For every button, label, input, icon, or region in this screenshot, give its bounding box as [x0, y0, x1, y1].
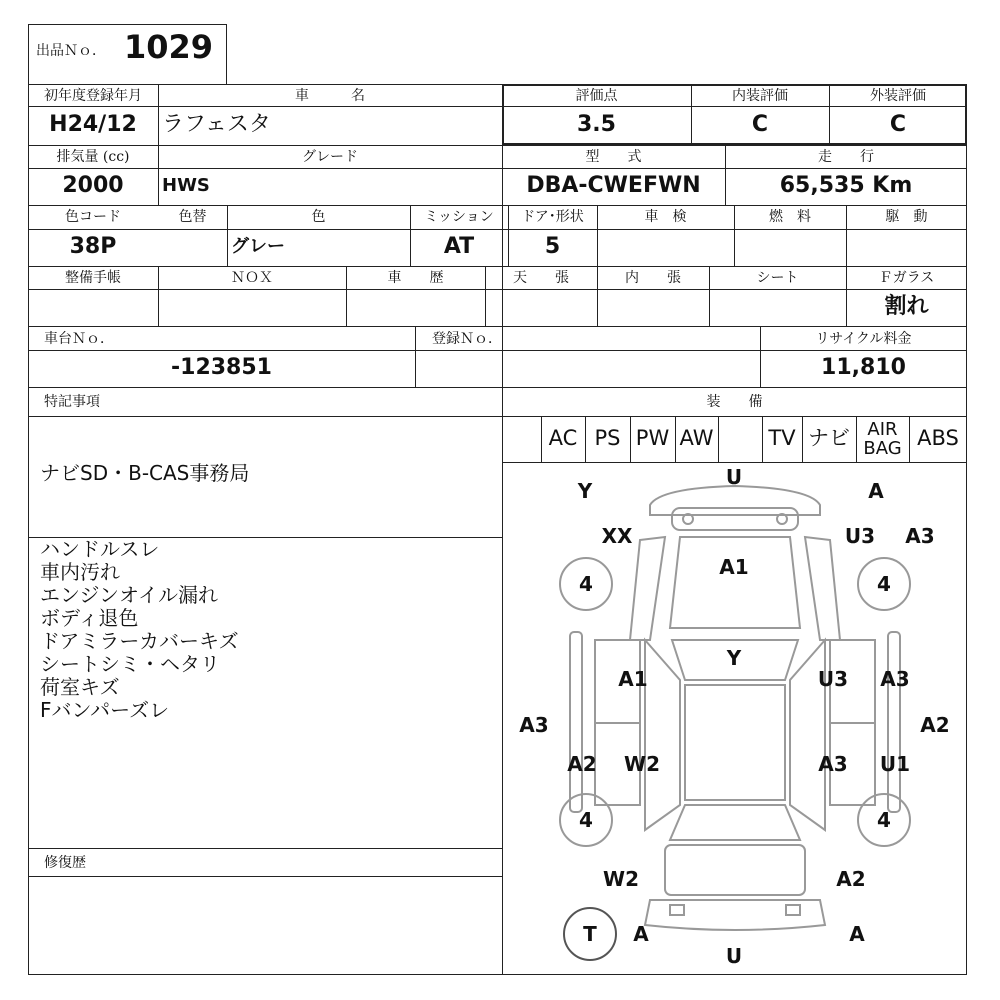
- list-item: Fバンパーズレ: [40, 698, 170, 722]
- damage-mark: U1: [879, 752, 911, 776]
- damage-mark: A1: [618, 667, 648, 691]
- equipment-label: 装 備: [706, 394, 763, 410]
- damage-mark: A2: [567, 752, 597, 776]
- car-body-diagram: [502, 462, 966, 974]
- damage-mark: A3: [905, 524, 935, 548]
- damage-mark: A3: [880, 667, 910, 691]
- list-item: ハンドルスレ: [40, 537, 160, 561]
- tire-mark: 4: [579, 808, 593, 832]
- model-label: 型 式: [585, 149, 642, 165]
- damage-mark: W2: [624, 752, 660, 776]
- rule-h: [28, 416, 967, 417]
- mission: AT: [443, 234, 475, 259]
- drive-label: 駆 動: [885, 209, 928, 225]
- fuel: [734, 229, 846, 265]
- damage-mark: A1: [719, 555, 749, 579]
- first-reg-label: 初年度登録年月: [44, 88, 142, 104]
- spare-tire-mark: T: [583, 922, 597, 946]
- interior-label: 内装評価: [732, 88, 788, 104]
- score-label: 評価点: [575, 88, 618, 104]
- model: DBA-CWEFWN: [526, 173, 701, 198]
- list-item: 荷室キズ: [40, 675, 120, 699]
- drive: [846, 229, 967, 265]
- rule-h: [28, 326, 967, 327]
- damage-mark: U3: [844, 524, 876, 548]
- inspection-label: 車 検: [644, 209, 687, 225]
- equipment-tv: TV: [768, 426, 796, 450]
- equipment-blank: [502, 418, 541, 462]
- equipment-navi: ナビ: [808, 426, 850, 450]
- reg-number: [415, 350, 760, 386]
- car-name-label: 車 名: [295, 88, 365, 104]
- nox: [158, 289, 346, 325]
- damage-mark: XX: [601, 524, 633, 548]
- tire-mark: 4: [877, 808, 891, 832]
- damage-mark: A: [849, 922, 865, 946]
- notes-label: 特記事項: [44, 394, 100, 410]
- tire-mark: 4: [579, 572, 593, 596]
- tire-mark: 4: [877, 572, 891, 596]
- repair-label: 修復歴: [44, 855, 86, 871]
- interior-score: C: [751, 112, 769, 137]
- grade: HWS: [162, 175, 210, 196]
- equipment-blank: [718, 418, 762, 462]
- damage-mark: W2: [603, 867, 639, 891]
- roof-label: 天 張: [513, 270, 569, 286]
- color-code: 38P: [69, 234, 117, 259]
- list-item: ボディ退色: [40, 606, 139, 630]
- first-reg: H24/12: [49, 112, 137, 137]
- equipment-pw: PW: [635, 426, 670, 450]
- color-label: 色: [311, 209, 326, 225]
- notes-main: ナビSD・B-CAS事務局: [40, 461, 250, 485]
- roof: [485, 289, 597, 325]
- color: グレー: [231, 236, 285, 257]
- damage-mark: A3: [818, 752, 848, 776]
- equipment-airbag: AIR BAG: [863, 419, 902, 459]
- mission-label: ミッション: [424, 209, 494, 225]
- rule-h: [28, 387, 967, 388]
- chassis-label: 車台Ｎｏ．: [44, 331, 114, 347]
- notes-list: [40, 538, 239, 722]
- lot-number: 1029: [124, 28, 214, 66]
- damage-mark: A: [868, 479, 884, 503]
- equipment-ac: AC: [548, 426, 578, 450]
- seat: [709, 289, 846, 325]
- displacement: 2000: [62, 173, 124, 198]
- mileage: 65,535 Km: [779, 173, 913, 198]
- fglass: 割れ: [884, 294, 929, 319]
- interior-trim: [597, 289, 709, 325]
- chassis-number: -123851: [171, 355, 272, 380]
- damage-mark: Y: [577, 479, 593, 503]
- car-name: ラフェスタ: [162, 112, 271, 137]
- door-label: ドア･形状: [521, 209, 584, 225]
- damage-mark: A2: [836, 867, 866, 891]
- list-item: 車内汚れ: [40, 560, 120, 584]
- mileage-label: 走 行: [818, 149, 874, 165]
- reg-no-label: 登録Ｎｏ．: [432, 331, 502, 347]
- rule-h: [28, 876, 502, 877]
- damage-mark: A: [633, 922, 649, 946]
- equipment-abs: ABS: [917, 426, 959, 450]
- displacement-label: 排気量 (cc): [56, 149, 130, 165]
- manual-label: 整備手帳: [65, 270, 121, 286]
- history: [346, 289, 485, 325]
- list-item: シートシミ・ヘタリ: [40, 652, 220, 676]
- damage-mark: U: [725, 944, 743, 968]
- lot-number-label: 出品Ｎｏ．: [36, 43, 106, 59]
- grade-label: グレード: [302, 149, 358, 165]
- damage-mark: U: [725, 465, 743, 489]
- recycle-fee: 11,810: [821, 355, 906, 380]
- nox-label: ＮＯＸ: [231, 270, 273, 286]
- color-code-label: 色コード: [65, 209, 121, 225]
- damage-mark: Y: [726, 646, 742, 670]
- recycle-label: リサイクル料金: [815, 331, 912, 347]
- score: 3.5: [577, 112, 616, 137]
- list-item: ドアミラーカバーキズ: [40, 629, 239, 653]
- fglass-label: Ｆガラス: [878, 270, 935, 286]
- manual: [28, 289, 158, 325]
- damage-mark: U3: [817, 667, 849, 691]
- inspection: [597, 229, 734, 265]
- exterior-score: C: [889, 112, 907, 137]
- list-item: エンジンオイル漏れ: [40, 583, 218, 607]
- damage-mark: A2: [920, 713, 950, 737]
- equipment-ps: PS: [594, 426, 621, 450]
- rule-h: [28, 848, 502, 849]
- repaint-label: 色替: [178, 209, 207, 225]
- fuel-label: 燃 料: [769, 209, 811, 225]
- seat-label: シート: [756, 270, 799, 286]
- history-label: 車 歴: [387, 270, 444, 286]
- damage-mark: A3: [519, 713, 549, 737]
- door: 5: [544, 234, 561, 259]
- interior-trim-label: 内 張: [625, 270, 681, 286]
- equipment-aw: AW: [679, 426, 714, 450]
- repaint: [158, 229, 227, 265]
- exterior-label: 外装評価: [870, 88, 926, 104]
